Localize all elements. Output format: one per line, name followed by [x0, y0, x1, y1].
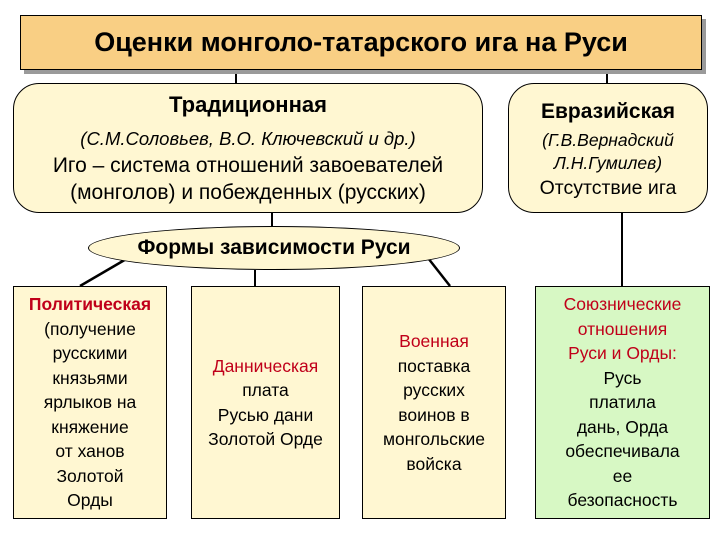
political-line: от ханов: [55, 441, 125, 462]
military-line: войска: [406, 453, 462, 474]
eurasian-authors-line: Л.Н.Гумилев): [553, 153, 663, 173]
eurasian-authors-line: (Г.В.Вернадский: [542, 130, 674, 150]
tribute-line: Золотой Орде: [208, 429, 323, 449]
political-line: Золотой: [56, 465, 124, 486]
eurasian-description: Отсутствие ига: [539, 177, 677, 199]
alliance-box: [535, 286, 710, 519]
eurasian-view-box: [508, 83, 708, 213]
diagram-title-text: Оценки монголо-татарского ига на Руси: [94, 27, 628, 57]
alliance-label-line: Союзнические: [563, 294, 682, 315]
eurasian-authors: [509, 129, 707, 175]
traditional-view-box: [13, 83, 483, 213]
political-line: княжение: [51, 416, 129, 437]
military-line: русских: [403, 380, 465, 400]
alliance-line: Русь: [603, 367, 642, 388]
political-line: Орды: [67, 490, 113, 511]
military-form-box: [362, 286, 506, 519]
alliance-label-line: Руси и Орды:: [568, 343, 677, 364]
political-label: Политическая: [28, 294, 152, 315]
traditional-heading: Традиционная: [169, 92, 327, 117]
political-line: князьями: [52, 367, 128, 388]
military-label: Военная: [399, 331, 469, 351]
alliance-line: ее: [612, 465, 633, 486]
forms-of-dependence-heading: [88, 226, 460, 270]
political-form-box: [13, 286, 167, 519]
political-line: ярлыков на: [43, 392, 137, 413]
connector-forms-political: [80, 258, 128, 286]
traditional-description-line: Иго – система отношений завоевателей: [52, 154, 444, 177]
political-line: русскими: [52, 343, 128, 364]
alliance-line: платила: [589, 392, 656, 413]
tribute-form-box: [191, 286, 340, 519]
alliance-line: безопасность: [567, 490, 678, 511]
alliance-line: обеспечивала: [565, 441, 680, 462]
tribute-label: Данническая: [212, 355, 319, 376]
diagram-title: [20, 15, 702, 70]
traditional-description: [14, 152, 482, 206]
traditional-description-line: (монголов) и побежденных (русских): [70, 181, 426, 204]
connector-forms-military: [428, 258, 450, 286]
political-line: (получение: [44, 318, 136, 339]
traditional-authors: (С.М.Соловьев, В.О. Ключевский и др.): [80, 128, 416, 149]
tribute-line: плата: [242, 380, 289, 400]
alliance-label-line: отношения: [577, 318, 668, 339]
forms-heading-text: Формы зависимости Руси: [137, 236, 411, 259]
alliance-line: дань, Орда: [576, 416, 669, 437]
eurasian-heading: Евразийская: [540, 100, 676, 123]
military-line: воинов в: [398, 404, 470, 425]
tribute-line: Русью дани: [217, 404, 314, 425]
military-line: монгольские: [382, 429, 486, 449]
military-line: поставка: [397, 355, 471, 376]
